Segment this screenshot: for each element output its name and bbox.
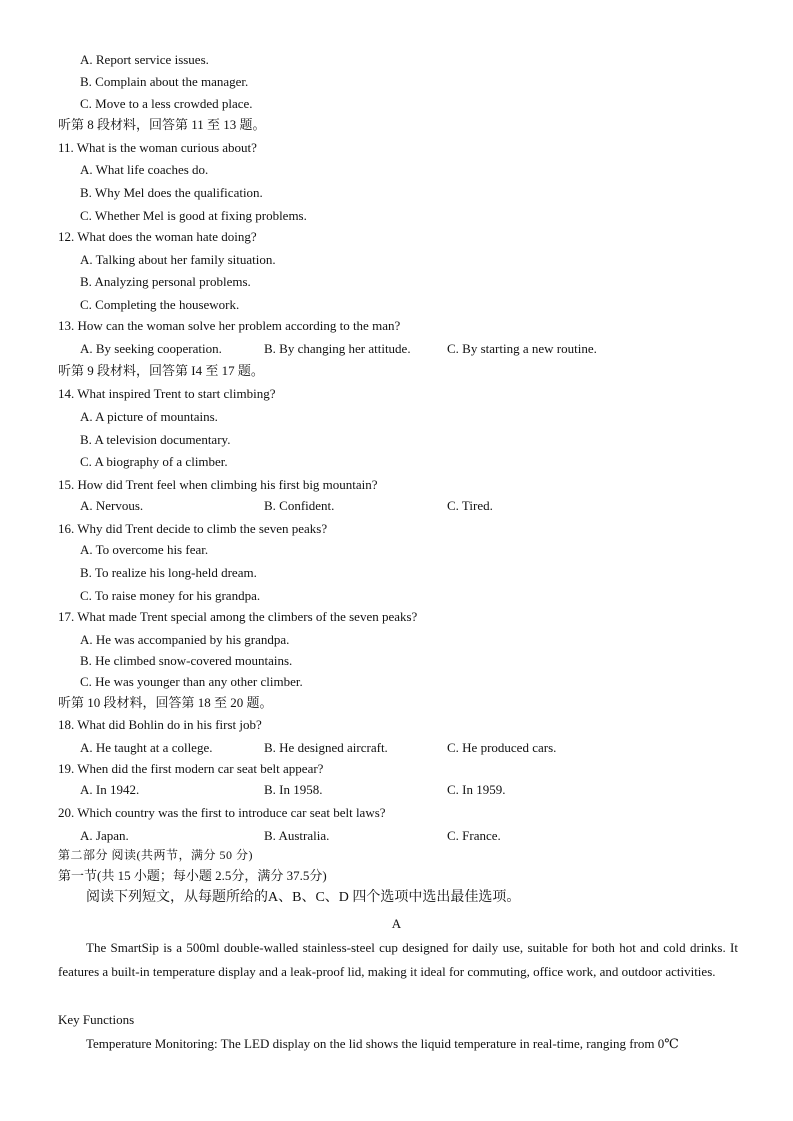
q18-option-a: A. He taught at a college. <box>80 740 213 755</box>
q16-option-b: B. To realize his long-held dream. <box>80 565 257 580</box>
q17-option-b: B. He climbed snow-covered mountains. <box>80 653 293 668</box>
q19-option-a: A. In 1942. <box>80 782 140 797</box>
q12-option-b: B. Analyzing personal problems. <box>80 274 251 289</box>
part-2-section-1-heading: 第一节(共 15 小题；每小题 2.5分，满分 37.5分) <box>58 868 327 883</box>
q13-option-a: A. By seeking cooperation. <box>80 341 222 356</box>
q15-option-b: B. Confident. <box>264 498 335 513</box>
q15-option-a: A. Nervous. <box>80 498 144 513</box>
part-2-heading: 第二部分 阅读(共两节，满分 50 分) <box>58 848 253 862</box>
q11-option-b: B. Why Mel does the qualification. <box>80 185 263 200</box>
q16-stem: 16. Why did Trent decide to climb the seven peaks? <box>58 521 328 536</box>
q20-option-b: B. Australia. <box>264 828 330 843</box>
key-functions-heading: Key Functions <box>58 1012 135 1027</box>
q13-option-c: C. By starting a new routine. <box>447 341 597 356</box>
q11-option-c: C. Whether Mel is good at fixing problems. <box>80 208 307 223</box>
q15-stem: 15. How did Trent feel when climbing his first big mountain? <box>58 477 378 492</box>
q20-option-a: A. Japan. <box>80 828 129 843</box>
q16-option-a: A. To overcome his fear. <box>80 542 209 557</box>
section-8-heading: 听第 8 段材料，回答第 11 至 13 题。 <box>58 117 266 132</box>
q12-option-c: C. Completing the housework. <box>80 297 240 312</box>
q19-option-c: C. In 1959. <box>447 782 506 797</box>
q11-stem: 11. What is the woman curious about? <box>58 140 257 155</box>
q19-option-b: B. In 1958. <box>264 782 323 797</box>
q18-stem: 18. What did Bohlin do in his first job? <box>58 717 262 732</box>
q20-stem: 20. Which country was the first to introduce car seat belt laws? <box>58 805 386 820</box>
q14-option-c: C. A biography of a climber. <box>80 454 228 469</box>
passage-label: A <box>391 916 402 931</box>
q14-option-b: B. A television documentary. <box>80 432 231 447</box>
reading-instructions: 阅读下列短文，从每题所给的A、B、C、D 四个选项中选出最佳选项。 <box>86 890 521 905</box>
q14-stem: 14. What inspired Trent to start climbing? <box>58 386 276 401</box>
q19-stem: 19. When did the first modern car seat belt appear? <box>58 761 324 776</box>
q10-option-c: C. Move to a less crowded place. <box>80 96 253 111</box>
q12-stem: 12. What does the woman hate doing? <box>58 229 257 244</box>
q13-stem: 13. How can the woman solve her problem according to the man? <box>58 318 401 333</box>
temperature-monitoring-line: Temperature Monitoring: The LED display on the lid shows the liquid temperature in real-time, ranging from 0℃ <box>86 1036 679 1051</box>
q17-option-a: A. He was accompanied by his grandpa. <box>80 632 290 647</box>
q11-option-a: A. What life coaches do. <box>80 162 209 177</box>
q12-option-a: A. Talking about her family situation. <box>80 252 276 267</box>
q14-option-a: A. A picture of mountains. <box>80 409 218 424</box>
q10-option-b: B. Complain about the manager. <box>80 74 249 89</box>
section-10-heading: 听第 10 段材料，回答第 18 至 20 题。 <box>58 695 273 710</box>
q18-option-b: B. He designed aircraft. <box>264 740 388 755</box>
q16-option-c: C. To raise money for his grandpa. <box>80 588 261 603</box>
section-9-heading: 听第 9 段材料，回答第 I4 至 17 题。 <box>58 363 264 378</box>
q15-option-c: C. Tired. <box>447 498 493 513</box>
q20-option-c: C. France. <box>447 828 501 843</box>
passage-paragraph-1: The SmartSip is a 500ml double-walled stainless-steel cup designed for daily use, suitable for both hot and cold drinks. It features a built-in temperature display and a leak-proof lid, making it ideal for commuting, office work, and outdoor activities. <box>58 940 738 979</box>
q10-option-a: A. Report service issues. <box>80 52 209 67</box>
q17-stem: 17. What made Trent special among the climbers of the seven peaks? <box>58 609 418 624</box>
q13-option-b: B. By changing her attitude. <box>264 341 411 356</box>
q17-option-c: C. He was younger than any other climber. <box>80 674 303 689</box>
q18-option-c: C. He produced cars. <box>447 740 557 755</box>
